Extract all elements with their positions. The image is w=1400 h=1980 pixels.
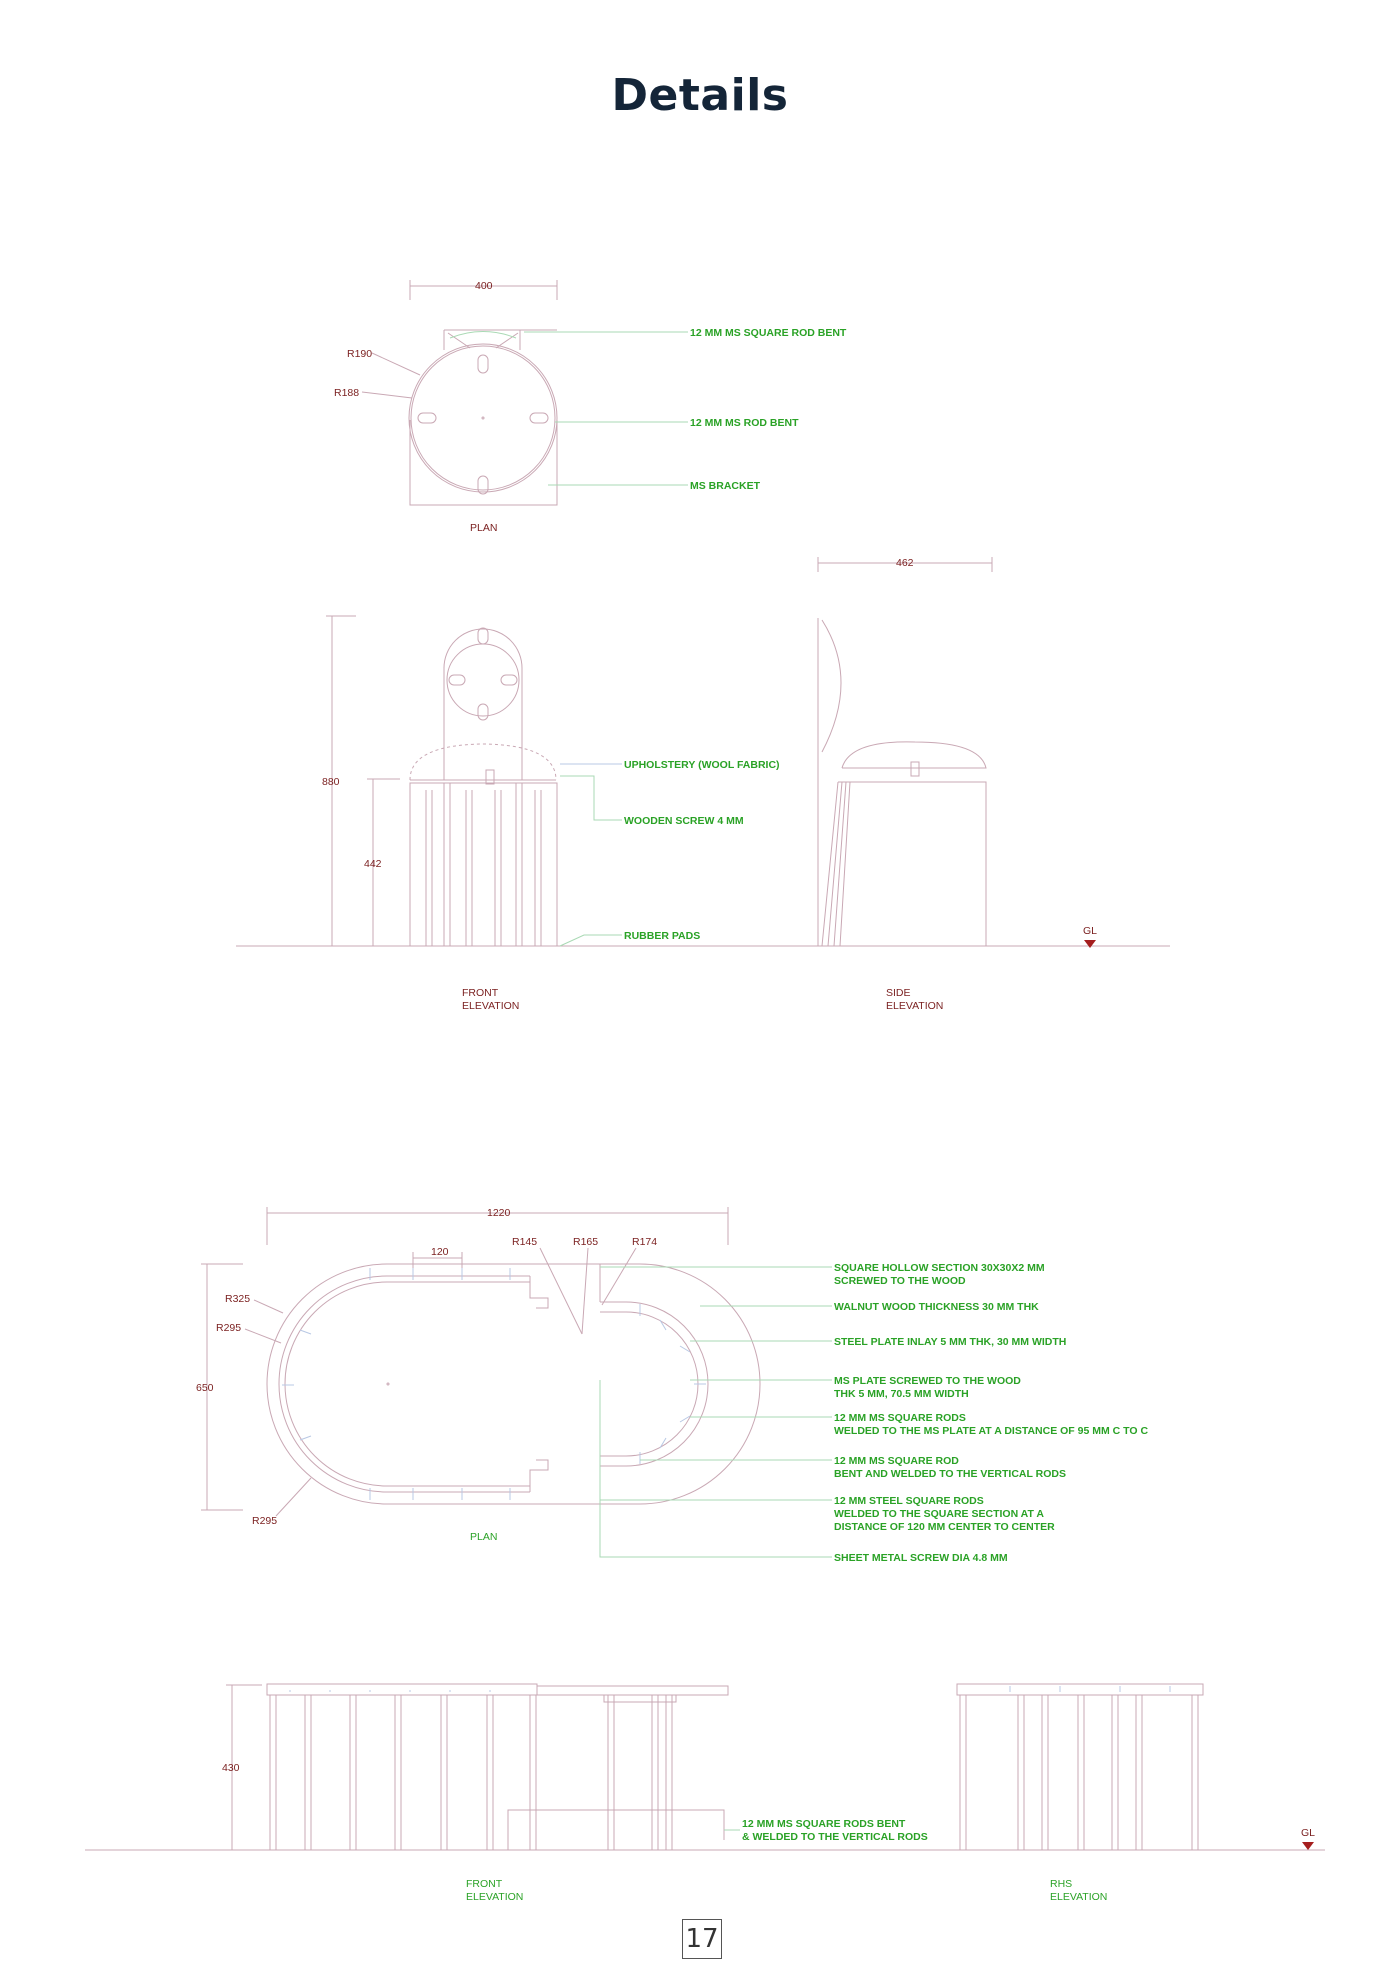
chair-plan-callout-rod-bent: 12 MM MS ROD BENT <box>690 417 799 429</box>
table-callout-steel-rods-line3: DISTANCE OF 120 MM CENTER TO CENTER <box>834 1521 1055 1533</box>
chair-side-gl-label: GL <box>1083 925 1098 937</box>
page-title: Details <box>611 70 789 121</box>
table-plan-radius-r295-bottom: R295 <box>252 1515 278 1527</box>
table-front-callout-line2: & WELDED TO THE VERTICAL RODS <box>742 1831 928 1843</box>
chair-gl-marker <box>1084 940 1096 948</box>
table-plan-view <box>196 1207 1148 1564</box>
table-callout-steel-rods-line2: WELDED TO THE SQUARE SECTION AT A <box>834 1508 1045 1520</box>
table-plan-dim-length: 1220 <box>487 1207 511 1219</box>
table-callout-walnut: WALNUT WOOD THICKNESS 30 MM THK <box>834 1301 1039 1313</box>
table-callout-shs-line1: SQUARE HOLLOW SECTION 30X30X2 MM <box>834 1262 1045 1274</box>
chair-front-dim-height: 880 <box>322 776 340 788</box>
chair-front-label-line1: FRONT <box>462 987 499 999</box>
table-plan-radius-r145: R145 <box>512 1236 538 1248</box>
chair-plan-view <box>334 280 847 534</box>
chair-side-elevation <box>818 557 1097 1012</box>
table-front-elevation <box>85 1684 1325 1903</box>
table-callout-square-rod-bent-line1: 12 MM MS SQUARE ROD <box>834 1455 959 1467</box>
chair-plan-radius-inner: R188 <box>334 387 360 399</box>
table-callout-sheet-metal-screw: SHEET METAL SCREW DIA 4.8 MM <box>834 1552 1008 1564</box>
page-number: 17 <box>682 1919 722 1959</box>
table-front-dim-height: 430 <box>222 1762 240 1774</box>
table-plan-radius-r295-top: R295 <box>216 1322 242 1334</box>
chair-plan-callout-bracket: MS BRACKET <box>690 480 760 492</box>
table-callout-ms-plate-line1: MS PLATE SCREWED TO THE WOOD <box>834 1375 1021 1387</box>
table-callout-steel-inlay: STEEL PLATE INLAY 5 MM THK, 30 MM WIDTH <box>834 1336 1067 1348</box>
table-rhs-elevation <box>957 1684 1315 1903</box>
chair-callout-rubber-pads: RUBBER PADS <box>624 930 701 942</box>
chair-plan-callout-square-rod: 12 MM MS SQUARE ROD BENT <box>690 327 847 339</box>
table-callout-square-rods-line2: WELDED TO THE MS PLATE AT A DISTANCE OF 95 MM C TO C <box>834 1425 1149 1437</box>
chair-side-label-line1: SIDE <box>886 987 911 999</box>
chair-callout-wooden-screw: WOODEN SCREW 4 MM <box>624 815 744 827</box>
table-gl-marker <box>1302 1842 1314 1850</box>
chair-plan-label: PLAN <box>470 522 498 534</box>
table-plan-radius-r165: R165 <box>573 1236 599 1248</box>
chair-callout-upholstery: UPHOLSTERY (WOOL FABRIC) <box>624 759 780 771</box>
table-plan-dim-spacing: 120 <box>431 1246 449 1258</box>
table-rhs-label-line2: ELEVATION <box>1050 1891 1108 1903</box>
chair-front-elevation <box>236 616 1170 1012</box>
chair-plan-dim-width: 400 <box>475 280 493 292</box>
table-callout-steel-rods-line1: 12 MM STEEL SQUARE RODS <box>834 1495 984 1507</box>
chair-plan-radius-outer: R190 <box>347 348 373 360</box>
table-front-callout-line1: 12 MM MS SQUARE RODS BENT <box>742 1818 906 1830</box>
table-callout-square-rod-bent-line2: BENT AND WELDED TO THE VERTICAL RODS <box>834 1468 1066 1480</box>
table-rhs-gl-label: GL <box>1301 1827 1316 1839</box>
table-rhs-label-line1: RHS <box>1050 1878 1073 1890</box>
table-plan-dim-width: 650 <box>196 1382 214 1394</box>
chair-side-dim-depth: 462 <box>896 557 914 569</box>
table-callout-ms-plate-line2: THK 5 MM, 70.5 MM WIDTH <box>834 1388 969 1400</box>
table-front-label-line2: ELEVATION <box>466 1891 524 1903</box>
table-plan-label: PLAN <box>470 1531 498 1543</box>
table-plan-radius-r174: R174 <box>632 1236 658 1248</box>
table-callout-square-rods-line1: 12 MM MS SQUARE RODS <box>834 1412 966 1424</box>
table-front-label-line1: FRONT <box>466 1878 503 1890</box>
table-callout-shs-line2: SCREWED TO THE WOOD <box>834 1275 966 1287</box>
table-plan-radius-r325: R325 <box>225 1293 251 1305</box>
chair-front-label-line2: ELEVATION <box>462 1000 520 1012</box>
chair-front-dim-seat: 442 <box>364 858 382 870</box>
chair-side-label-line2: ELEVATION <box>886 1000 944 1012</box>
